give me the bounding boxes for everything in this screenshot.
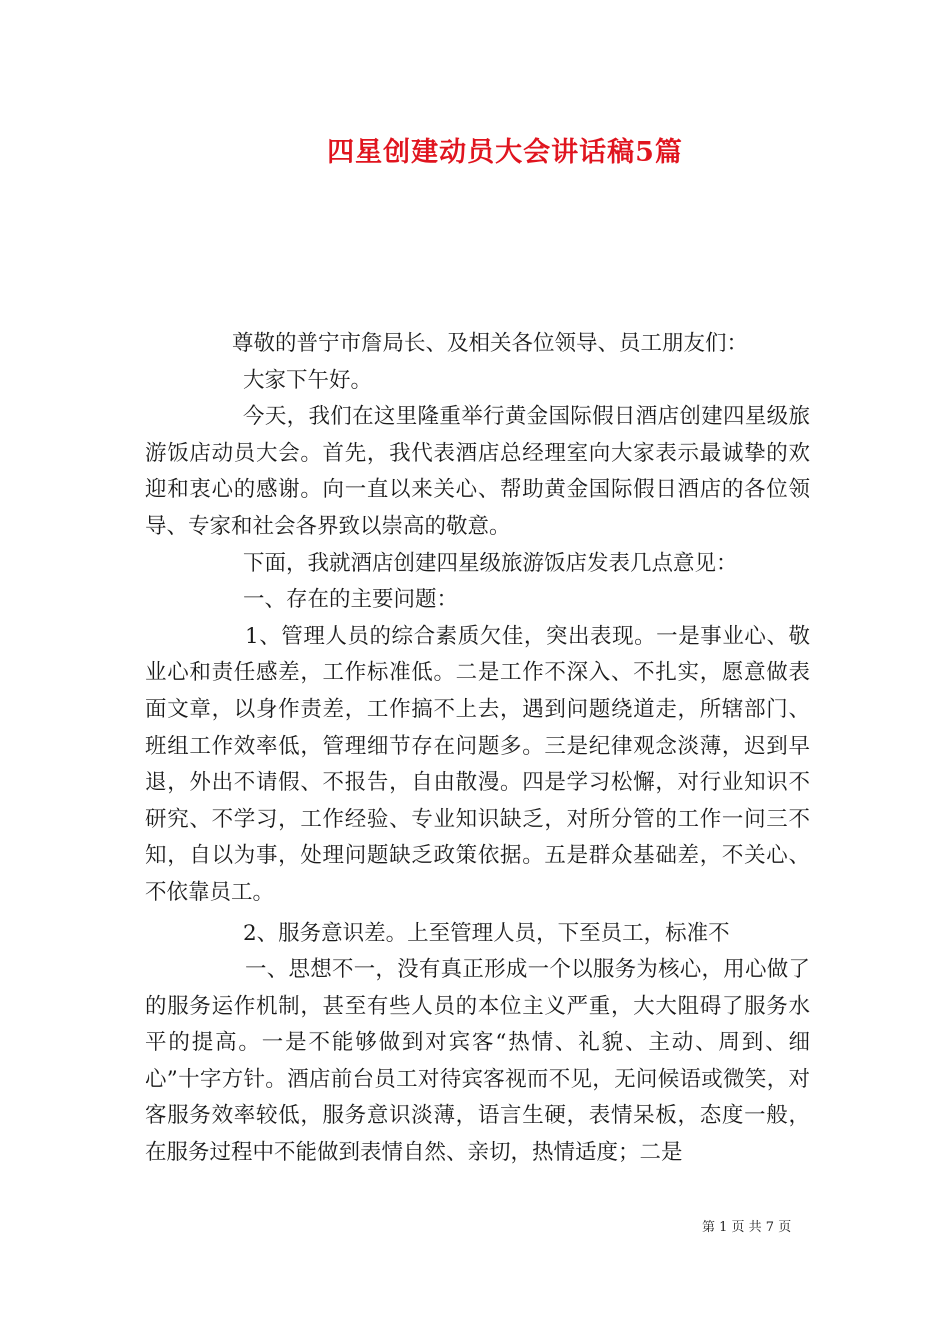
opening-paragraph: 今天，我们在这里隆重举行黄金国际假日酒店创建四星级旅游饭店动员大会。首先，我代表酒店总经理室向大家表示最诚挚的欢迎和衷心的感谢。向一直以来关心、帮助黄金国际假日酒店的各位领导、专家和社会各界致以崇高的敬意。 <box>145 404 810 539</box>
document-body <box>145 326 810 1172</box>
problem-1-paragraph: 1、管理人员的综合素质欠佳，突出表现。一是事业心、敬业心和责任感差，工作标准低。二是工作不深入、不扎实，愿意做表面文章，以身作责差，工作搞不上去，遇到问题绕道走，所辖部门、班组工作效率低，管理细节存在问题多。三是纪律观念淡薄，迟到早退，外出不请假、不报告，自由散漫。四是学习松懈，对行业知识不研究、不学习，工作经验、专业知识缺乏，对所分管的工作一问三不知，自以为事，处理问题缺乏政策依据。五是群众基础差，不关心、不依靠员工。 <box>145 623 810 905</box>
greeting-paragraph: 大家下午好。 <box>243 367 373 393</box>
problem-2-paragraph: 2、服务意识差。上至管理人员，下至员工，标准不 <box>243 920 730 946</box>
intro-paragraph: 下面，我就酒店创建四星级旅游饭店发表几点意见： <box>243 550 738 576</box>
problem-2-continuation-paragraph: 一、思想不一，没有真正形成一个以服务为核心，用心做了的服务运作机制，甚至有些人员的本位主义严重，大大阻碍了服务水平的提高。一是不能够做到对宾客“热情、礼貌、主动、周到、细心”十字方针。酒店前台员工对待宾客视而不见，无问候语或微笑，对客服务效率较低，服务意识淡薄，语言生硬，表情呆板，态度一般，在服务过程中不能做到表情自然、亲切，热情适度；二是 <box>145 957 810 1166</box>
page-title: 四星创建动员大会讲话稿5篇 <box>327 137 683 168</box>
salutation-paragraph: 尊敬的普宁市詹局长、及相关各位领导、员工朋友们： <box>232 331 749 356</box>
section-heading: 一、存在的主要问题： <box>243 587 459 613</box>
page-number-footer: 第 1 页 共 7 页 <box>702 1220 792 1235</box>
